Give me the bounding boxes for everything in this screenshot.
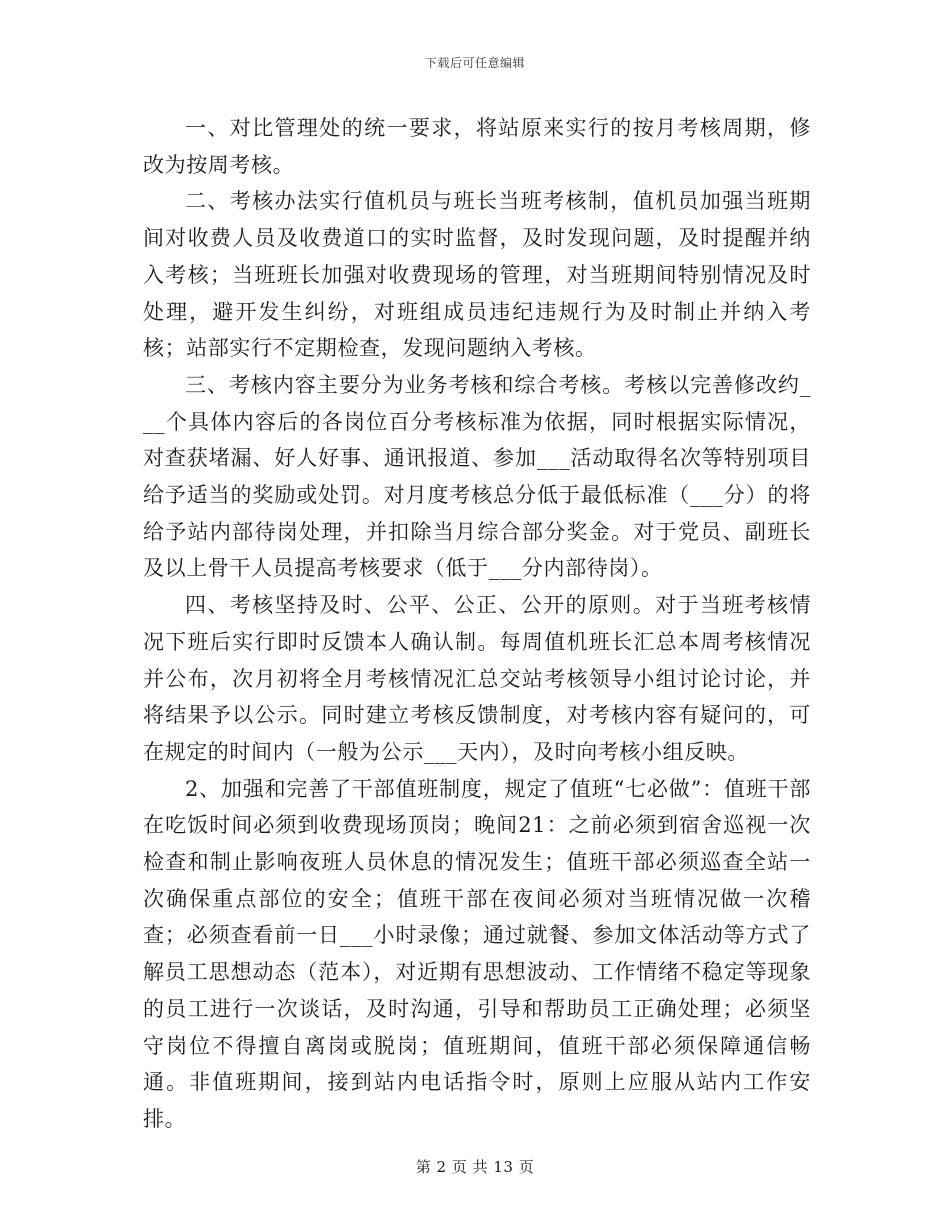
page-header: 下载后可任意编辑 [424,56,525,70]
paragraph-5: 2、加强和完善了干部值班制度，规定了值班“七必做”：值班干部在吃饭时间必须到收费现场顶岗；晚间21：之前必须到宿舍巡视一次检查和制止影响夜班人员休息的情况发生；值班干部必须巡查全站一次确保重点部位的安全；值班干部在夜间必须对当班情况做一次稽查；必须查看前一日___小时录像；通过就餐、参加文体活动等方式了解员工思想动态（范本），对近期有思想波动、工作情绪不稳定等现象的员工进行一次谈话，及时沟通，引导和帮助员工正确处理；必须坚守岗位不得擅自离岗或脱岗；值班期间，值班干部必须保障通信畅通。非值班期间，接到站内电话指令时，原则上应服从站内工作安排。 [143,776,811,1131]
paragraph-2: 二、考核办法实行值机员与班长当班考核制，值机员加强当班期间对收费人员及收费道口的实时监督，及时发现问题，及时提醒并纳入考核；当班班长加强对收费现场的管理，对当班期间特别情况及时处理，避开发生纠纷，对班组成员违纪违规行为及时制止并纳入考核；站部实行不定期检查，发现问题纳入考核。 [143,189,811,361]
paragraph-4: 四、考核坚持及时、公平、公正、公开的原则。对于当班考核情况下班后实行即时反馈本人确认制。每周值机班长汇总本周考核情况并公布，次月初将全月考核情况汇总交站考核领导小组讨论讨论，并将结果予以公示。同时建立考核反馈制度，对考核内容有疑问的，可在规定的时间内（一般为公示___天内），及时向考核小组反映。 [143,593,811,764]
paragraph-1: 一、对比管理处的统一要求，将站原来实行的按月考核周期，修改为按周考核。 [143,116,811,177]
document-body [143,110,811,1138]
paragraph-3: 三、考核内容主要分为业务考核和综合考核。考核以完善修改约___个具体内容后的各岗位百分考核标准为依据，同时根据实际情况，对查获堵漏、好人好事、通讯报道、参加___活动取得名次等特别项目给予适当的奖励或处罚。对月度考核总分低于最低标准（___分）的将给予站内部待岗处理，并扣除当月综合部分奖金。对于党员、副班长及以上骨干人员提高考核要求（低于___分内部待岗）。 [143,372,811,581]
page-footer: 第 2 页 共 13 页 [415,1158,535,1176]
